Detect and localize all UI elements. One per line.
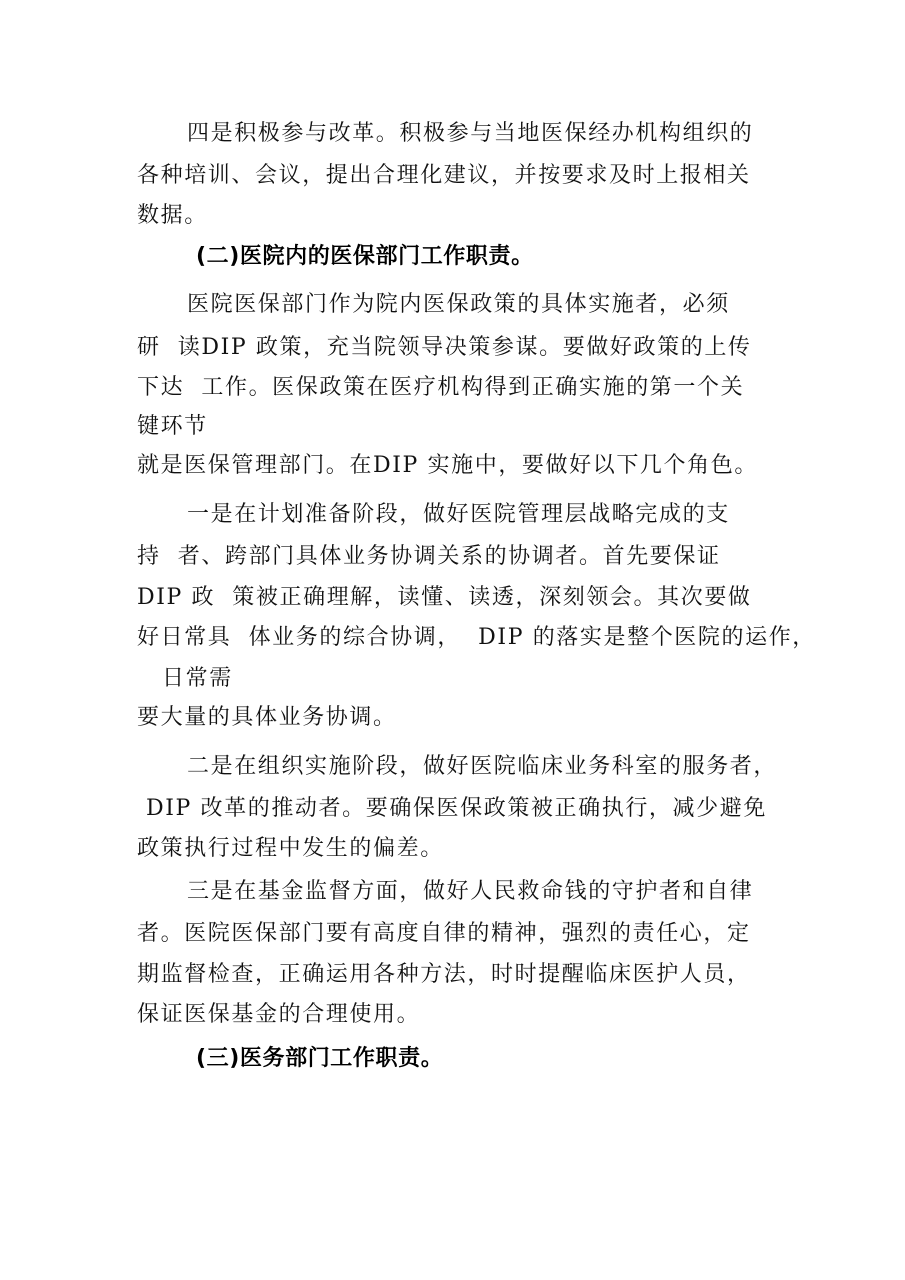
paragraph-line: 医院医保部门作为院内医保政策的具体实施者，必须 (187, 292, 730, 317)
paragraph-line: 保证医保基金的合理使用。 (137, 1002, 421, 1027)
paragraph-line: 三是在基金监督方面，做好人民救命钱的守护者和自律 (187, 879, 754, 904)
paragraph-line: 者。医院医保部门要有高度自律的精神，强烈的责任心，定 (137, 921, 751, 946)
paragraph-line: 期监督检查，正确运用各种方法，时时提醒临床医护人员， (137, 962, 751, 987)
paragraph-line: 数据。 (137, 203, 208, 228)
section-heading: (二)医院内的医保部门工作职责。 (196, 244, 534, 269)
paragraph-line: 要大量的具体业务协调。 (137, 705, 397, 730)
paragraph-line: 一是在计划准备阶段，做好医院管理层战略完成的支 (187, 502, 730, 527)
paragraph-line: 好日常具 体业务的综合协调， DIP 的落实是整个医院的运作， (137, 625, 816, 650)
paragraph-line: 研 读DIP 政策，充当院领导决策参谋。要做好政策的上传 (137, 335, 752, 360)
paragraph-line: 持 者、跨部门具体业务协调关系的协调者。首先要保证 (137, 544, 721, 569)
paragraph-line: 键环节 (137, 414, 208, 439)
paragraph-line: 日常需 (162, 666, 233, 691)
paragraph-line: 政策执行过程中发生的偏差。 (137, 836, 444, 861)
paragraph-line: 各种培训、会议，提出合理化建议，并按要求及时上报相关 (137, 163, 751, 188)
section-heading: (三)医务部门工作职责。 (196, 1046, 444, 1071)
paragraph-line: DIP 政 策被正确理解，读懂、读透，深刻领会。其次要做 (137, 585, 752, 610)
paragraph-line: 就是医保管理部门。在DIP 实施中，要做好以下几个角色。 (137, 453, 758, 478)
paragraph-line: DIP 改革的推动者。要确保医保政策被正确执行，减少避免 (146, 796, 767, 821)
paragraph-line: 二是在组织实施阶段，做好医院临床业务科室的服务者， (187, 754, 778, 779)
paragraph-line: 四是积极参与改革。积极参与当地医保经办机构组织的 (187, 121, 754, 146)
paragraph-line: 下达 工作。医保政策在医疗机构得到正确实施的第一个关 (137, 375, 745, 400)
